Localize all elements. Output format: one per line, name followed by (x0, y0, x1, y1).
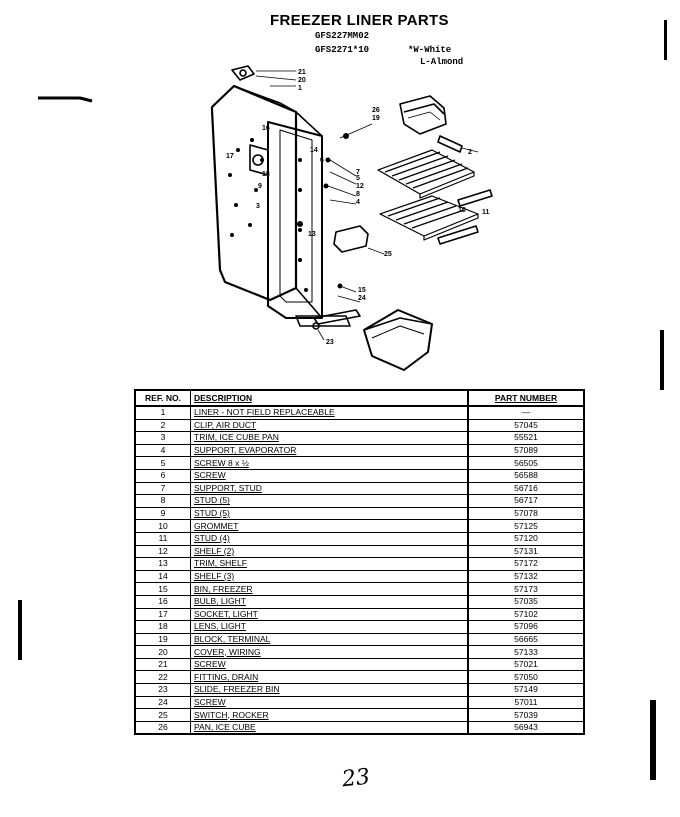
ref-cell: 8 (135, 495, 191, 508)
parts-table (134, 389, 585, 735)
description-text: SWITCH, ROCKER (194, 709, 269, 720)
ref-cell: 18 (135, 621, 191, 634)
description-cell (191, 671, 469, 684)
ref-cell: 5 (135, 457, 191, 470)
table-row (135, 671, 584, 684)
table-row (135, 507, 584, 520)
description-cell (191, 608, 469, 621)
description-cell (191, 595, 469, 608)
table-row (135, 583, 584, 596)
part-number-cell: 57035 (468, 595, 584, 608)
description-text: SCREW (194, 470, 226, 481)
description-cell (191, 721, 469, 734)
ref-cell: 2 (135, 419, 191, 432)
part-number-cell: 57120 (468, 532, 584, 545)
callout-label: 20 (298, 77, 306, 84)
callout-label: 13 (308, 231, 316, 238)
table-row (135, 595, 584, 608)
part-number-cell: 57131 (468, 545, 584, 558)
callout-label: 2 (468, 149, 472, 156)
table-row (135, 495, 584, 508)
description-cell (191, 520, 469, 533)
part-number-cell: 56588 (468, 469, 584, 482)
part-number-cell: 57039 (468, 709, 584, 722)
table-row (135, 520, 584, 533)
ref-cell: 1 (135, 406, 191, 419)
part-number-cell: 57078 (468, 507, 584, 520)
description-text: BLOCK, TERMINAL (194, 633, 271, 644)
ref-cell: 6 (135, 469, 191, 482)
description-text: TRIM, SHELF (194, 558, 247, 569)
table-row (135, 419, 584, 432)
description-cell (191, 469, 469, 482)
description-cell (191, 583, 469, 596)
description-cell (191, 545, 469, 558)
callout-label: 1 (298, 85, 302, 92)
column-header-part-number: PART NUMBER (468, 390, 584, 406)
description-cell (191, 444, 469, 457)
ref-cell: 23 (135, 684, 191, 697)
part-number-cell: 56943 (468, 721, 584, 734)
callout-label: 9 (258, 183, 262, 190)
callout-label: 4 (356, 199, 360, 206)
ref-cell: 26 (135, 721, 191, 734)
callout-label: 15 (358, 287, 366, 294)
description-cell (191, 406, 469, 419)
description-text: SCREW (194, 659, 226, 670)
part-number-cell: — (468, 406, 584, 419)
callout-label: 21 (298, 69, 306, 76)
callout-label: 19 (372, 115, 380, 122)
callout-label: 6 (320, 157, 324, 164)
part-number-cell: 56716 (468, 482, 584, 495)
ref-cell: 16 (135, 595, 191, 608)
table-row (135, 532, 584, 545)
table-row (135, 406, 584, 419)
description-text: STUD (5) (194, 495, 230, 506)
table-row (135, 457, 584, 470)
callout-label: 24 (358, 295, 366, 302)
ref-cell: 11 (135, 532, 191, 545)
part-number-cell: 57173 (468, 583, 584, 596)
callout-label: 12 (356, 183, 364, 190)
callout-label: 23 (326, 339, 334, 346)
description-cell (191, 532, 469, 545)
description-cell (191, 696, 469, 709)
table-row (135, 558, 584, 571)
table-row (135, 469, 584, 482)
part-number-cell: 55521 (468, 432, 584, 445)
part-number-cell: 56505 (468, 457, 584, 470)
description-text: SHELF (2) (194, 545, 235, 556)
ref-cell: 10 (135, 520, 191, 533)
part-number-cell: 57172 (468, 558, 584, 571)
ref-cell: 22 (135, 671, 191, 684)
table-row (135, 608, 584, 621)
column-header-ref: REF. NO. (135, 390, 191, 406)
part-number-cell: 56665 (468, 633, 584, 646)
part-number-cell: 57050 (468, 671, 584, 684)
part-number-cell: 57149 (468, 684, 584, 697)
ref-cell: 9 (135, 507, 191, 520)
part-number-cell: 57133 (468, 646, 584, 659)
description-cell (191, 633, 469, 646)
description-text: SUPPORT, STUD (194, 482, 262, 493)
description-text: SOCKET, LIGHT (194, 608, 258, 619)
description-text: COVER, WIRING (194, 646, 261, 657)
callout-label: 8 (356, 191, 360, 198)
description-cell (191, 621, 469, 634)
ref-cell: 4 (135, 444, 191, 457)
description-text: SHELF (3) (194, 571, 235, 582)
ref-cell: 15 (135, 583, 191, 596)
description-text: SCREW 8 x ½ (194, 457, 249, 468)
description-cell (191, 495, 469, 508)
ref-cell: 19 (135, 633, 191, 646)
description-text: STUD (4) (194, 533, 230, 544)
callout-label: 25 (384, 251, 392, 258)
part-number-cell: 56717 (468, 495, 584, 508)
table-row (135, 696, 584, 709)
description-cell (191, 646, 469, 659)
description-text: SCREW (194, 696, 226, 707)
description-text: FITTING, DRAIN (194, 671, 259, 682)
description-text: CLIP, AIR DUCT (194, 419, 257, 430)
callout-label: 14 (310, 147, 318, 154)
ref-cell: 13 (135, 558, 191, 571)
table-row (135, 444, 584, 457)
ref-cell: 20 (135, 646, 191, 659)
ref-cell: 3 (135, 432, 191, 445)
ref-cell: 7 (135, 482, 191, 495)
description-cell (191, 419, 469, 432)
table-row (135, 633, 584, 646)
part-number-cell: 57089 (468, 444, 584, 457)
ref-cell: 25 (135, 709, 191, 722)
description-cell (191, 709, 469, 722)
callout-label: 16 (262, 125, 270, 132)
table-row (135, 709, 584, 722)
column-header-description: DESCRIPTION (191, 390, 469, 406)
table-row (135, 684, 584, 697)
description-cell (191, 457, 469, 470)
ref-cell: 12 (135, 545, 191, 558)
table-row (135, 545, 584, 558)
color-code: *W-White (408, 45, 452, 55)
page-title: FREEZER LINER PARTS (270, 12, 449, 29)
callout-label: 18 (262, 171, 270, 178)
ref-cell: 17 (135, 608, 191, 621)
ref-cell: 24 (135, 696, 191, 709)
callout-label: 11 (482, 209, 490, 216)
callout-label: 7 (356, 169, 360, 176)
part-number-cell: 57125 (468, 520, 584, 533)
description-text: TRIM, ICE CUBE PAN (194, 432, 279, 443)
description-cell (191, 507, 469, 520)
callout-label: 3 (256, 203, 260, 210)
color-code: L-Almond (420, 57, 464, 67)
table-row (135, 570, 584, 583)
model-number: GFS227MM02 (315, 31, 370, 41)
callout-label: 10 (458, 207, 466, 214)
table-row (135, 646, 584, 659)
description-text: LENS, LIGHT (194, 621, 246, 632)
callout-label: 5 (356, 175, 360, 182)
callout-label: 17 (226, 153, 234, 160)
description-cell (191, 658, 469, 671)
part-number-cell: 57102 (468, 608, 584, 621)
description-text: LINER - NOT FIELD REPLACEABLE (194, 407, 335, 418)
ref-cell: 21 (135, 658, 191, 671)
description-text: BIN, FREEZER (194, 583, 253, 594)
description-cell (191, 570, 469, 583)
ref-cell: 14 (135, 570, 191, 583)
description-text: SLIDE, FREEZER BIN (194, 684, 280, 695)
description-text: STUD (5) (194, 508, 230, 519)
table-row (135, 432, 584, 445)
part-number-cell: 57045 (468, 419, 584, 432)
description-cell (191, 558, 469, 571)
description-text: SUPPORT, EVAPORATOR (194, 445, 297, 456)
table-header-row (135, 390, 584, 406)
description-text: GROMMET (194, 520, 239, 531)
part-number-cell: 57021 (468, 658, 584, 671)
table-row (135, 721, 584, 734)
model-number: GFS2271*10 (315, 45, 370, 55)
page-number: 23 (340, 764, 372, 793)
description-cell (191, 432, 469, 445)
table-row (135, 621, 584, 634)
description-text: BULB, LIGHT (194, 596, 246, 607)
callout-label: 26 (372, 107, 380, 114)
part-number-cell: 57132 (468, 570, 584, 583)
table-row (135, 658, 584, 671)
part-number-cell: 57011 (468, 696, 584, 709)
description-cell (191, 482, 469, 495)
description-cell (191, 684, 469, 697)
part-number-cell: 57096 (468, 621, 584, 634)
description-text: PAN, ICE CUBE (194, 722, 256, 733)
table-row (135, 482, 584, 495)
